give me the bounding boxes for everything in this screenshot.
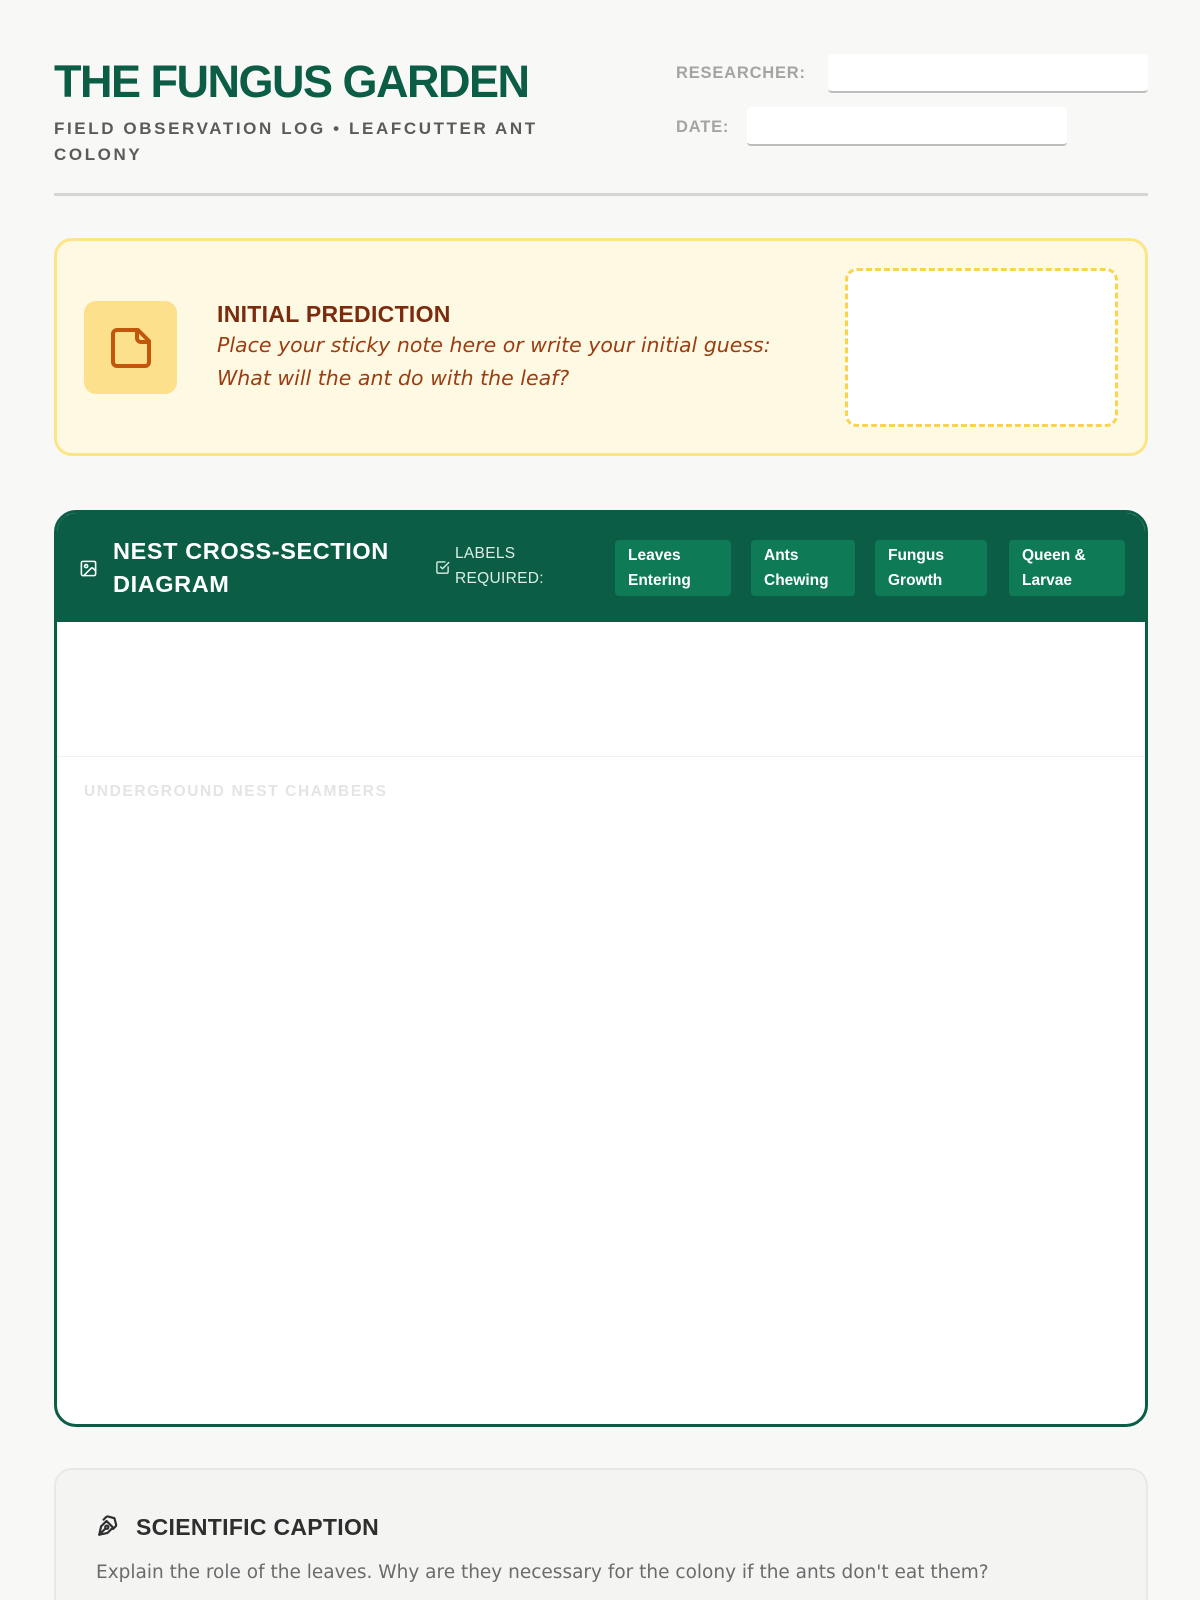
page-header	[54, 40, 1148, 196]
researcher-field[interactable]	[828, 54, 1148, 93]
prediction-title: INITIAL PREDICTION	[217, 301, 451, 327]
date-field[interactable]	[747, 107, 1067, 146]
underground-zone-label: UNDERGROUND NEST CHAMBERS	[84, 783, 388, 800]
label-tag-ants-chewing: Ants Chewing	[751, 540, 855, 596]
label-tag-queen-larvae: Queen & Larvae	[1009, 540, 1125, 596]
diagram-card	[54, 510, 1148, 1427]
drawing-area-surface[interactable]	[57, 622, 1145, 756]
page-title: THE FUNGUS GARDEN	[54, 56, 529, 107]
checkbox-icon	[435, 560, 450, 575]
researcher-label: RESEARCHER:	[676, 64, 806, 82]
caption-question: Explain the role of the leaves. Why are they necessary for the colony if the ants don't eat them?	[96, 1562, 989, 1583]
image-icon	[79, 559, 98, 578]
label-tag-leaves-entering: Leaves Entering	[615, 540, 731, 596]
caption-title: SCIENTIFIC CAPTION	[136, 1514, 380, 1540]
drawing-area-underground[interactable]	[57, 757, 1145, 1427]
labels-required-caption: LABELS REQUIRED:	[455, 545, 544, 587]
label-tag-fungus-growth: Fungus Growth	[875, 540, 987, 596]
page-subtitle: FIELD OBSERVATION LOG • LEAFCUTTER ANT COLONY	[54, 119, 538, 164]
sticky-note-drop-zone[interactable]	[845, 268, 1118, 427]
sticky-note-icon	[107, 324, 155, 372]
prediction-prompt-line2: What will the ant do with the leaf?	[217, 366, 570, 390]
pen-tool-icon	[96, 1512, 122, 1538]
diagram-title: NEST CROSS-SECTION DIAGRAM	[113, 538, 389, 597]
prediction-prompt-line1: Place your sticky note here or write your initial guess:	[217, 333, 771, 357]
diagram-header	[57, 513, 1145, 622]
caption-card	[54, 1468, 1148, 1600]
prediction-icon-tile	[84, 301, 177, 394]
prediction-card	[54, 238, 1148, 456]
date-label: DATE:	[676, 118, 730, 136]
